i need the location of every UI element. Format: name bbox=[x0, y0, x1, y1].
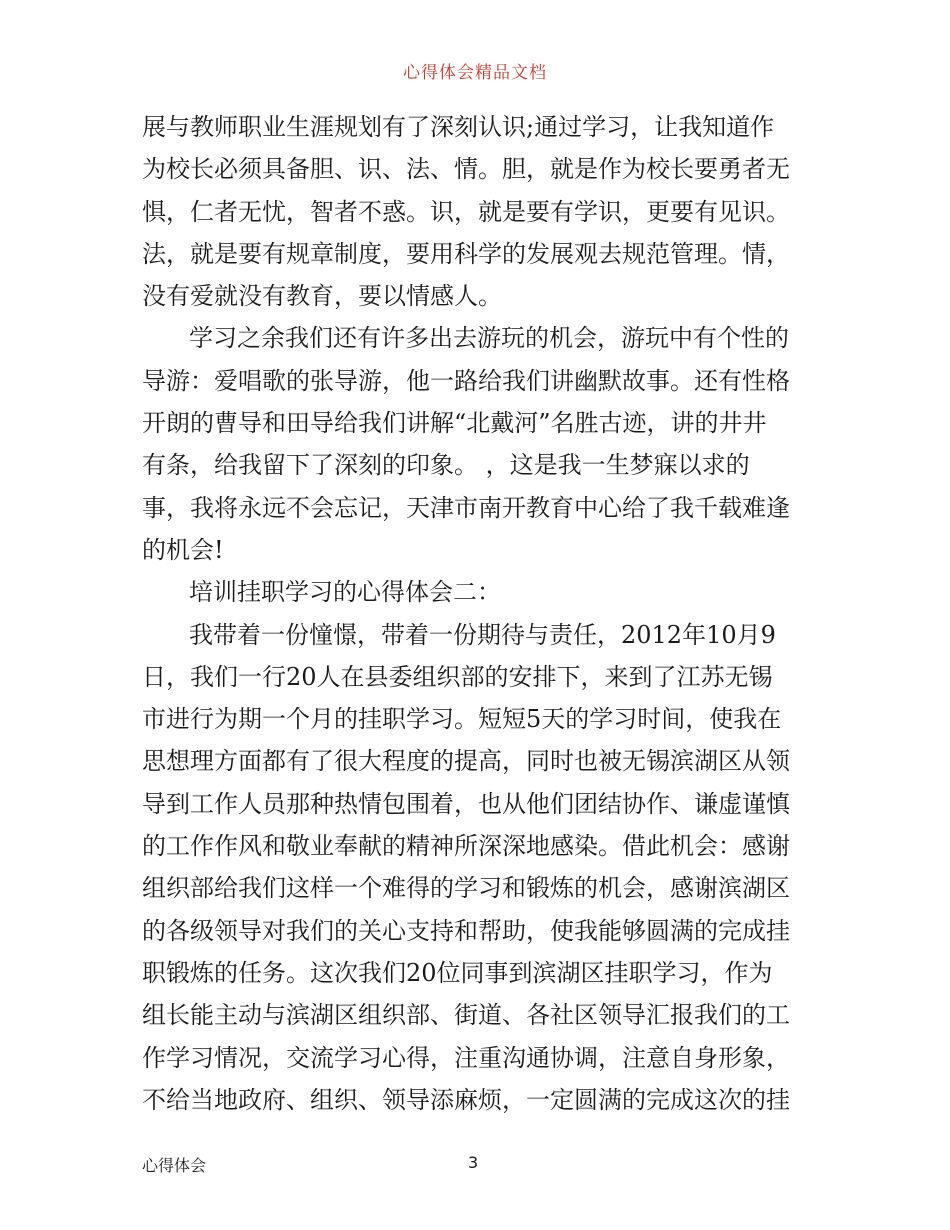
document-body bbox=[142, 106, 812, 1121]
text-line: 的各级领导对我们的关心支持和帮助，使我能够圆满的完成挂 bbox=[142, 916, 790, 945]
text-line: 法，就是要有规章制度，要用科学的发展观去规范管理。情， bbox=[142, 239, 790, 268]
text-line: 职锻炼的任务。这次我们20位同事到滨湖区挂职学习，作为 bbox=[142, 958, 773, 987]
text-line: 市进行为期一个月的挂职学习。短短5天的学习时间，使我在 bbox=[142, 705, 782, 734]
text-line: 作学习情况，交流学习心得，注重沟通协调，注意自身形象， bbox=[142, 1043, 790, 1072]
text-line: 不给当地政府、组织、领导添麻烦，一定圆满的完成这次的挂 bbox=[142, 1085, 790, 1114]
page-number: 3 bbox=[468, 1153, 479, 1172]
text-line: 有条，给我留下了深刻的印象。 ，这是我一生梦寐以求的 bbox=[142, 451, 750, 480]
section-heading: 培训挂职学习的心得体会二： bbox=[189, 578, 501, 607]
document-header-title: 心得体会精品文档 bbox=[403, 63, 547, 83]
text-line: 组长能主动与滨湖区组织部、街道、各社区领导汇报我们的工 bbox=[142, 1001, 790, 1030]
text-line: 惧，仁者无忧，智者不惑。识，就是要有学识，更要有见识。 bbox=[142, 197, 790, 226]
text-line: 的工作作风和敬业奉献的精神所深深地感染。借此机会：感谢 bbox=[142, 832, 790, 861]
text-line: 组织部给我们这样一个难得的学习和锻炼的机会，感谢滨湖区 bbox=[142, 874, 790, 903]
text-line: 导游：爱唱歌的张导游，他一路给我们讲幽默故事。还有性格 bbox=[142, 366, 790, 395]
paragraph-first-line: 我带着一份憧憬，带着一份期待与责任，2012年10月9 bbox=[189, 620, 776, 649]
text-line: 展与教师职业生涯规划有了深刻认识;通过学习，让我知道作 bbox=[142, 113, 775, 141]
paragraph-first-line: 学习之余我们还有许多出去游玩的机会，游玩中有个性的 bbox=[189, 324, 789, 353]
text-line: 日，我们一行20人在县委组织部的安排下，来到了江苏无锡 bbox=[142, 662, 773, 691]
text-line: 没有爱就没有教育，要以情感人。 bbox=[142, 282, 502, 311]
footer-label: 心得体会 bbox=[142, 1156, 207, 1175]
text-line: 的机会! bbox=[142, 535, 224, 564]
text-line: 事，我将永远不会忘记，天津市南开教育中心给了我千载难逢 bbox=[142, 493, 790, 522]
text-line: 思想理方面都有了很大程度的提高，同时也被无锡滨湖区从领 bbox=[142, 747, 790, 776]
text-line: 开朗的曹导和田导给我们讲解“北戴河”名胜古迹，讲的井井 bbox=[142, 409, 767, 438]
text-line: 为校长必须具备胆、识、法、情。胆，就是作为校长要勇者无 bbox=[142, 155, 790, 184]
text-line: 导到工作人员那种热情包围着，也从他们团结协作、谦虚谨慎 bbox=[142, 789, 790, 818]
